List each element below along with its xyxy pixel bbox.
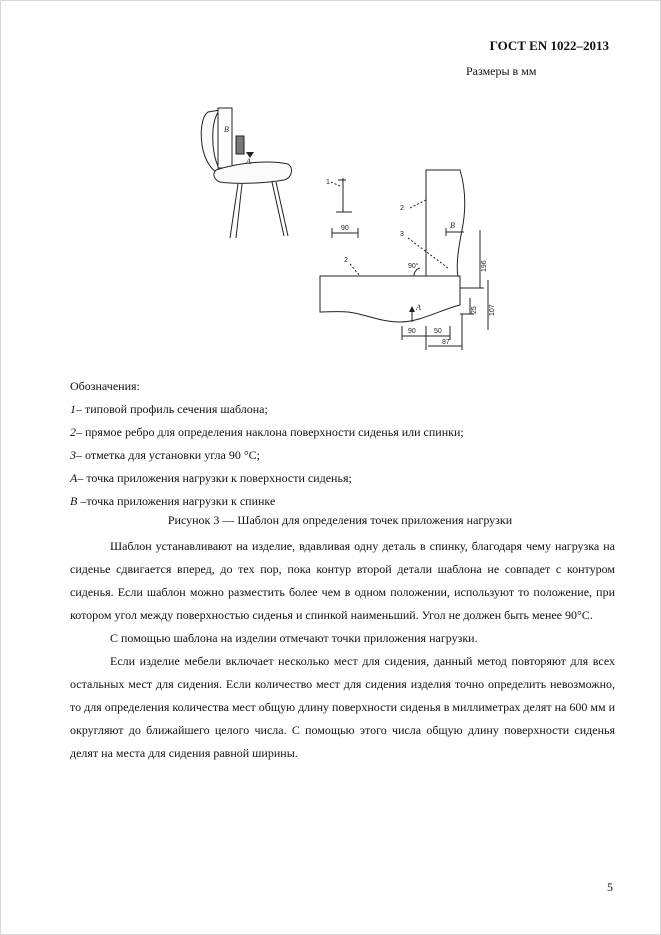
figure-caption: Рисунок 3 — Шаблон для определения точек приложения нагрузки	[167, 513, 513, 527]
label-2b: 2	[400, 205, 404, 212]
template-horizontal-part	[320, 276, 460, 322]
load-block	[236, 136, 244, 154]
legend-text: – прямое ребро для определения наклона поверхности сиденья или спинки;	[76, 425, 464, 439]
legend-key: В	[70, 494, 78, 508]
dim-90-text: 90	[341, 225, 349, 232]
standard-code: ГОСТ EN 1022–2013	[489, 38, 609, 53]
label-B1: B	[224, 125, 229, 134]
template-drawing	[180, 100, 510, 360]
legend	[70, 375, 610, 513]
template-figure	[180, 100, 510, 360]
legend-item	[70, 467, 610, 490]
label-B2: B	[450, 221, 455, 230]
label-1: 1	[326, 179, 330, 186]
template-vertical-part	[426, 170, 465, 278]
label-3: 3	[400, 231, 404, 238]
dim-107-text: 107	[489, 304, 496, 316]
profile-1-leader	[331, 182, 340, 186]
chair-template-plate	[218, 108, 232, 168]
legend-title: Обозначения:	[70, 379, 140, 393]
dim-196-text: 196	[481, 260, 488, 272]
legend-text: – типовой профиль сечения шаблона;	[76, 402, 268, 416]
angle-text: 90°	[408, 263, 419, 270]
page-number: 5	[607, 880, 613, 894]
legend-item	[70, 444, 610, 467]
legend-key: А	[70, 471, 78, 485]
leader-2a	[350, 264, 360, 276]
dim-87-text: 87	[442, 339, 450, 346]
legend-item	[70, 398, 610, 421]
label-2a: 2	[344, 257, 348, 264]
legend-text: – отметка для установки угла 90 °С;	[76, 448, 260, 462]
legend-text: – точка приложения нагрузки к поверхности сиденья;	[77, 471, 352, 485]
dimensions-note: Размеры в мм	[466, 64, 537, 78]
chair-backrest	[201, 110, 220, 172]
label-A1: A	[246, 157, 251, 166]
paragraph: Если изделие мебели включает несколько мест для сидения, данный метод повторяют для всех остальных мест для сидения. Если количество мест для сидения изделия точно определить невозможно, то для определения количества мест общую длину поверхности сиденья в миллиметрах делят на 600 мм и округляют до ближайшего целого числа. С помощью этого числа общую длину поверхности сиденья делят на места для сидения равной ширины.	[70, 654, 615, 760]
dim-50-text: 50	[434, 328, 442, 335]
legend-text: –точка приложения нагрузки к спинке	[77, 494, 276, 508]
dim-90b-text: 90	[408, 328, 416, 335]
label-A2: A	[416, 303, 421, 312]
legend-key: 2	[70, 425, 76, 439]
leader-2b	[410, 200, 426, 208]
legend-item	[70, 421, 610, 444]
dim-25-text: 25	[471, 306, 478, 314]
paragraph: С помощью шаблона на изделии отмечают точки приложения нагрузки.	[110, 631, 478, 645]
legend-key: 1	[70, 402, 76, 416]
legend-item	[70, 490, 610, 513]
body-text	[70, 535, 615, 765]
legend-key: 3	[70, 448, 76, 462]
paragraph: Шаблон устанавливают на изделие, вдавливая одну деталь в спинку, благодаря чему нагрузка на сиденье сдвигается вперед, до тех пор, пока контур второй детали шаблона не совпадет с контуром сиденья. Если шаблон можно разместить более чем в одном положении, используют то положение, при котором угол между поверхностью сиденья и спинкой наименьший. Угол не должен быть менее 90°С.	[70, 539, 615, 622]
